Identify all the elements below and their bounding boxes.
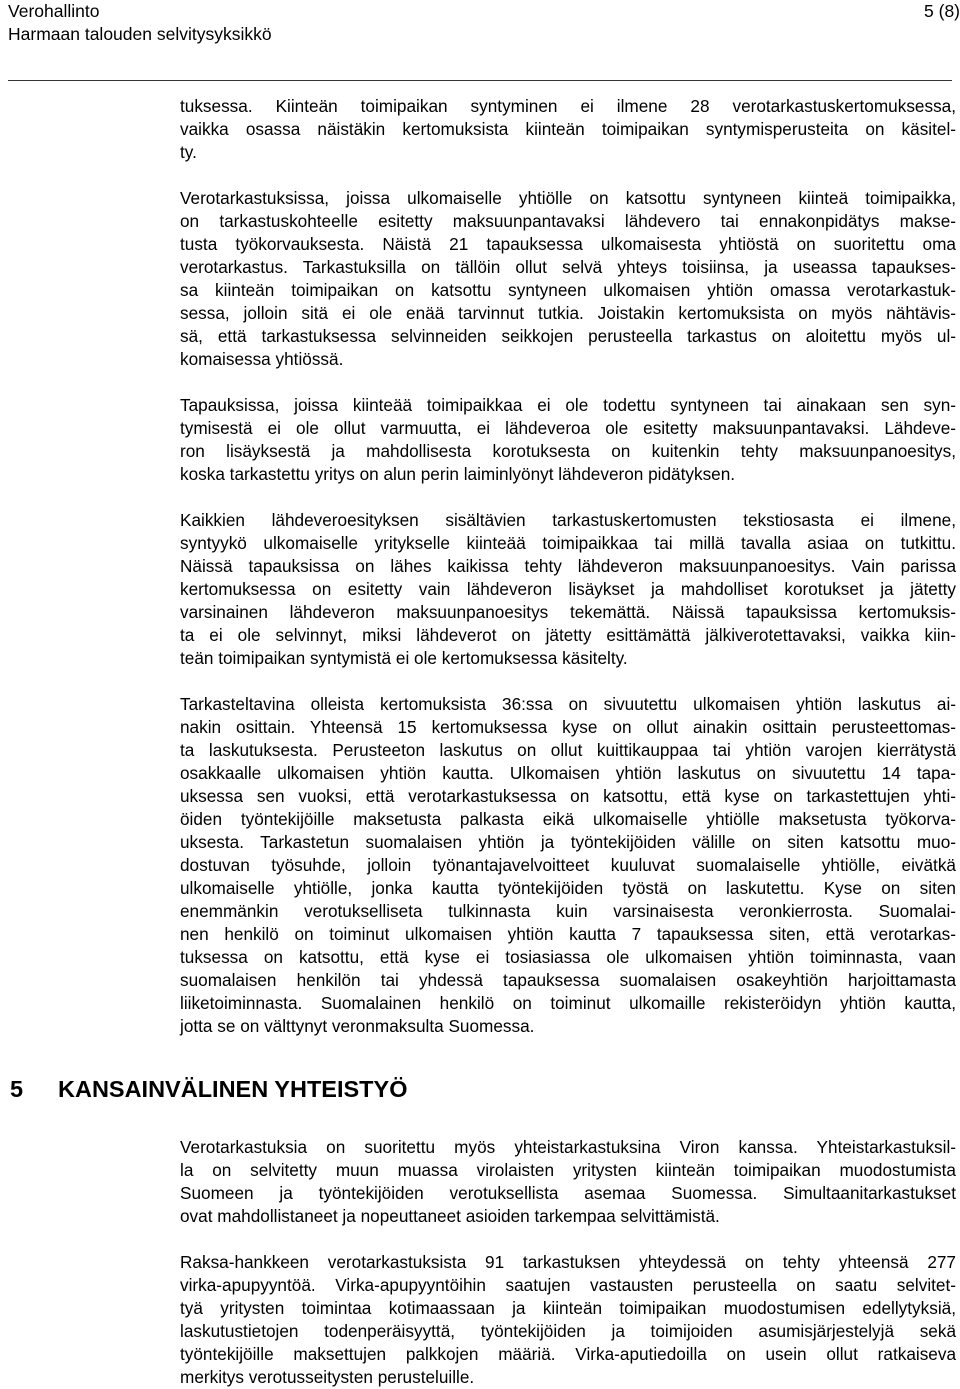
text-line: liiketoiminnasta. Suomalainen henkilö on toiminut ulkomaille rekisteröidyn yhtiön kautta, bbox=[180, 993, 956, 1013]
text-line: nakin osittain. Yhteensä 15 kertomuksessa kyse on ollut ainakin osittain perusteettomas- bbox=[180, 717, 956, 737]
text-line: Näissä tapauksissa on lähes kaikissa tehty lähdeveron maksuunpanoesitys. Vain parissa bbox=[180, 556, 956, 576]
paragraph bbox=[180, 509, 956, 670]
text-line: dostuvan työsuhde, jolloin työnantajavelvoitteet kuuluvat suomalaiselle yhtiölle, eivätkä bbox=[180, 855, 956, 875]
text-line: sessa, jolloin sitä ei ole enää tarvinnut tutkia. Joistakin kertomuksista on myös nähtävis- bbox=[180, 303, 956, 323]
text-line: Suomeen ja työntekijöiden verotuksellista asemaa Suomessa. Simultaanitarkastukset bbox=[180, 1183, 956, 1203]
text-line: Kaikkien lähdeveroesityksen sisältävien tarkastuskertomusten tekstiosasta ei ilmene, bbox=[180, 510, 956, 530]
paragraph bbox=[180, 187, 956, 371]
body-text bbox=[180, 95, 956, 1038]
text-line: Verotarkastuksia on suoritettu myös yhteistarkastuksina Viron kanssa. Yhteistarkastuksil- bbox=[180, 1137, 956, 1157]
text-line: nen henkilö on toiminut ulkomaisen yhtiön kautta 7 tapauksessa siten, että verotarkas- bbox=[180, 924, 956, 944]
header-organization: Verohallinto bbox=[8, 1, 100, 21]
text-line: tusta työkorvauksesta. Näistä 21 tapauksessa ulkomaisesta yhtiöstä on suoritettu oma bbox=[180, 234, 956, 254]
text-line: kertomuksessa on esitetty vain lähdeveron lisäykset ja mahdolliset korotukset ja jätetty bbox=[180, 579, 956, 599]
section-heading bbox=[10, 1072, 910, 1106]
text-line: jotta se on välttynyt veronmaksulta Suomessa. bbox=[180, 1016, 535, 1036]
text-line: tuksessa. Kiinteän toimipaikan syntyminen ei ilmene 28 verotarkastuskertomuksessa, bbox=[180, 96, 956, 116]
header-divider bbox=[8, 80, 952, 81]
text-line: tuksessa on katsottu, että kyse ei tosiasiassa ole ulkomaisen yhtiön toiminnasta, vaan bbox=[180, 947, 956, 967]
text-line: vaikka osassa näistäkin kertomuksista kiinteän toimipaikan syntymisperusteita on käsitel- bbox=[180, 119, 956, 139]
text-line: komaisessa yhtiössä. bbox=[180, 349, 344, 369]
text-line: ty. bbox=[180, 142, 197, 162]
section-title: KANSAINVÄLINEN YHTEISTYÖ bbox=[58, 1076, 408, 1102]
text-line: verotarkastus. Tarkastuksilla on tällöin ollut selvä yhteys toisiinsa, ja useassa tapaukses- bbox=[180, 257, 956, 277]
text-line: on tarkastuskohteelle esitetty maksuunpantavaksi lähdevero tai ennakonpidätys makse- bbox=[180, 211, 956, 231]
section-body-text bbox=[180, 1136, 956, 1389]
text-line: tymisestä ei ole ollut varmuutta, ei lähdeveroa ole esitetty maksuunpantavaksi. Lähdeve- bbox=[180, 418, 956, 438]
text-line: ta ei ole selvinnyt, miksi lähdeverot on jätetty esittämättä jälkiverotettavaksi, vaikka kiin- bbox=[180, 625, 956, 645]
text-line: Verotarkastuksissa, joissa ulkomaiselle yhtiölle on katsottu syntyneen kiinteä toimipaikka, bbox=[180, 188, 956, 208]
page-number: 5 (8) bbox=[924, 1, 960, 21]
text-line: tyä yritysten toimintaa kotimaassaan ja kiinteän toimipaikan muodostumisen edellytyksiä, bbox=[180, 1298, 956, 1318]
text-line: Raksa-hankkeen verotarkastuksista 91 tarkastuksen yhteydessä on tehty yhteensä 277 bbox=[180, 1252, 956, 1272]
text-line: enemmänkin verotukselliseta tulkinnasta kuin varsinaisesta veronkierrosta. Suomalai- bbox=[180, 901, 956, 921]
text-line: uksessa sen vuoksi, että verotarkastuksessa on katsottu, että kyse on tarkastettujen yhti- bbox=[180, 786, 956, 806]
paragraph bbox=[180, 95, 956, 164]
text-line: öiden työntekijöille maksetusta palkasta eikä ulkomaiselle yhtiölle maksetusta työkorva- bbox=[180, 809, 956, 829]
paragraph bbox=[180, 693, 956, 1038]
text-line: laskutustietojen todenperäisyyttä, työntekijöiden ja toimijoiden asumisjärjestelyjä sekä bbox=[180, 1321, 956, 1341]
text-line: teän toimipaikan syntymistä ei ole kertomuksessa käsitelty. bbox=[180, 648, 628, 668]
text-line: ulkomaiselle yhtiölle, jonka kautta työntekijöiden työstä on laskutettu. Kyse on siten bbox=[180, 878, 956, 898]
page-header bbox=[8, 0, 952, 46]
text-line: syntyykö ulkomaiselle yritykselle kiinteää toimipaikkaa tai millä tavalla asiaa on tutkittu. bbox=[180, 533, 956, 553]
text-line: sä, että tarkastuksessa selvinneiden seikkojen perusteella tarkastus on aloitettu myös ul- bbox=[180, 326, 956, 346]
text-line: Tarkasteltavina olleista kertomuksista 36:ssa on sivuutettu ulkomaisen yhtiön laskutus ai- bbox=[180, 694, 956, 714]
text-line: merkitys verotusseitysten perusteluille. bbox=[180, 1367, 475, 1387]
header-unit: Harmaan talouden selvitysyksikkö bbox=[8, 24, 272, 44]
text-line: työntekijöille maksettujen palkkojen määriä. Virka-aputiedoilla on usein ollut ratkaiseva bbox=[180, 1344, 956, 1364]
text-line: suomalaisen henkilön tai yhdessä tapauksessa suomalaisen osakeyhtiön harjoittamasta bbox=[180, 970, 956, 990]
text-line: Tapauksissa, joissa kiinteää toimipaikkaa ei ole todettu syntyneen tai ainakaan sen syn- bbox=[180, 395, 956, 415]
text-line: varsinainen lähdeveron maksuunpanoesitys tekemättä. Näissä tapauksissa kertomuksis- bbox=[180, 602, 956, 622]
text-line: sa kiinteän toimipaikan on katsottu syntyneen ulkomaisen yhtiön omassa verotarkastuk- bbox=[180, 280, 956, 300]
paragraph bbox=[180, 1136, 956, 1228]
text-line: la on selvitetty muun muassa virolaisten yritysten kiinteän toimipaikan muodostumista bbox=[180, 1160, 956, 1180]
paragraph bbox=[180, 394, 956, 486]
text-line: virka-apupyyntöä. Virka-apupyyntöihin saatujen vastausten perusteella on saatu selvitet- bbox=[180, 1275, 956, 1295]
paragraph bbox=[180, 1251, 956, 1389]
text-line: koska tarkastettu yritys on alun perin laiminlyönyt lähdeveron pidätyksen. bbox=[180, 464, 736, 484]
text-line: ta laskutuksesta. Perusteeton laskutus on ollut kuittikauppaa tai yhtiön varojen kierrätystä bbox=[180, 740, 956, 760]
text-line: ron lisäyksestä ja mahdollisesta korotuksesta on kuitenkin tehty maksuunpanoesitys, bbox=[180, 441, 956, 461]
section-number: 5 bbox=[10, 1076, 24, 1102]
text-line: osakkaalle ulkomaisen yhtiön kautta. Ulkomaisen yhtiön laskutus on sivuutettu 14 tapa- bbox=[180, 763, 956, 783]
text-line: ovat mahdollistaneet ja nopeuttaneet asioiden tarkempaa selvittämistä. bbox=[180, 1206, 720, 1226]
text-line: uksesta. Tarkastetun suomalaisen yhtiön ja työntekijöiden välille on siten katsottu muo- bbox=[180, 832, 956, 852]
